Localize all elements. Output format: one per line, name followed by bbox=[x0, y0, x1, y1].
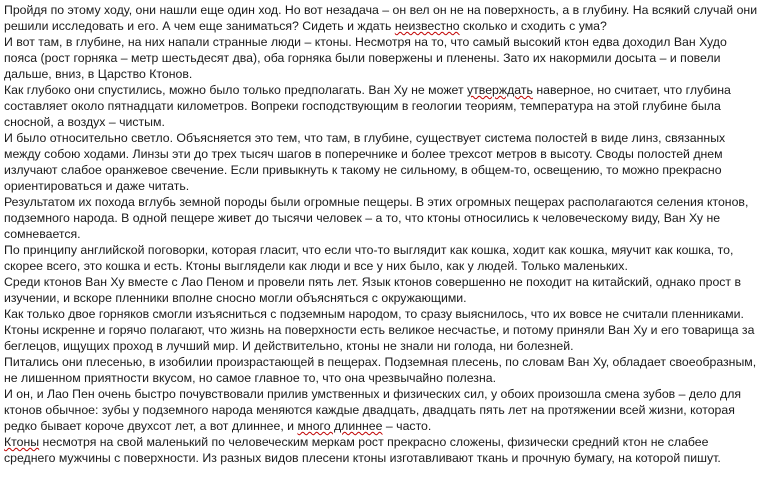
spellcheck-flagged-word: утверждать bbox=[467, 83, 533, 97]
text-run: И он, и Лао Пен очень быстро почувствовали прилив умственных и физических сил, у обоих произошла смена зубов – дело для ктонов обычное: зубы у подземного народа меняются каждые двадцать, двадцать пять лет на протяжении всей жизни, которая редко бывает короче двухсот лет, а вот длиннее, и bbox=[4, 387, 742, 433]
text-run: Как только двое горняков смогли изъясниться с подземным народом, то сразу выяснилось, что их вовсе не считали пленниками. Ктоны искренне и горячо полагают, что жизнь на поверхности есть великое несчастье, и потому приняли Ван Ху и его товарища за беглецов, ищущих проход в лучший мир. И действительно, ктоны не знали ни голода, ни болезней. bbox=[4, 307, 755, 353]
paragraph-2 bbox=[4, 34, 758, 82]
text-run: Пройдя по этому ходу, они нашли еще один ход. Но вот незадача – он вел он не на поверхность, а в глубину. На всякий случай они решили исследовать и его. А чем еще заниматься? Сидеть и ждать bbox=[4, 3, 758, 33]
text-run: И было относительно светло. Объясняется это тем, что там, в глубине, существует система полостей в виде линз, связанных между собою ходами. Линзы эти до трех тысяч шагов в поперечнике и более трехсот метров в высоту. Своды полостей днем излучают слабое оранжевое свечение. Если привыкнуть к такому не сильному, в общем-то, освещению, то можно прекрасно ориентироваться и даже читать. bbox=[4, 131, 726, 193]
text-run: – часто. bbox=[382, 419, 432, 433]
text-run: несмотря на свой маленький по человеческим меркам рост прекрасно сложены, физически средний ктон не слабее среднего мужчины с поверхности. Из разных видов плесени ктоны изготавливают ткань и прочную бумагу, на которой пишут. bbox=[4, 435, 721, 465]
paragraph-6 bbox=[4, 242, 758, 274]
paragraph-5 bbox=[4, 194, 758, 242]
paragraph-9 bbox=[4, 354, 758, 386]
paragraph-1 bbox=[4, 2, 758, 34]
text-run: Как глубоко они спустились, можно было только предполагать. Ван Ху не может bbox=[4, 83, 468, 97]
document-text bbox=[4, 2, 758, 466]
text-run: И вот там, в глубине, на них напали странные люди – ктоны. Несмотря на то, что самый высокий ктон едва доходил Ван Худо пояса (рост горняка – метр шестьдесят два), оба горняка были повержены и пленены. Зато их накормили досыта – и повели дальше, вниз, в Царство Ктонов. bbox=[4, 35, 727, 81]
text-run: Среди ктонов Ван Ху вместе с Лао Пеном и провели пять лет. Язык ктонов совершенно не походит на китайский, однако прост в изучении, и вскоре пленники вполне сносно могли объясняться с окружающими. bbox=[4, 275, 742, 305]
text-run: Результатом их похода вглубь земной породы были огромные пещеры. В этих огромных пещерах располагаются селения ктонов, подземного народа. В одной пещере живет до тысячи человек – а то, что ктоны относились к человеческому виду, Ван Ху не сомневается. bbox=[4, 195, 749, 241]
text-run: сколько и сходить с ума? bbox=[459, 19, 607, 33]
text-run: По принципу английской поговорки, которая гласит, что если что-то выглядит как кошка, ходит как кошка, мяучит как кошка, то, скорее всего, это кошка и есть. Ктоны выглядели как люди и все у них было, как у людей. Только маленьких. bbox=[4, 243, 734, 273]
paragraph-11 bbox=[4, 434, 758, 466]
spellcheck-flagged-word: Ктоны bbox=[4, 435, 40, 449]
paragraph-4 bbox=[4, 130, 758, 194]
paragraph-7 bbox=[4, 274, 758, 306]
paragraph-3 bbox=[4, 82, 758, 130]
paragraph-8 bbox=[4, 306, 758, 354]
spellcheck-flagged-word: неизвестно bbox=[394, 19, 460, 33]
text-run: Питались они плесенью, в изобилии произрастающей в пещерах. Подземная плесень, по словам Ван Ху, обладает своеобразным, не лишенном приятности вкусом, но самое главное то, что она чрезвычайно полезна. bbox=[4, 355, 757, 385]
text-run: наверное, но считает, что глубина составляет около пятнадцати километров. Вопреки господствующим в геологии теориям, температура на этой глубине была сносной, а воздух – чистым. bbox=[4, 83, 731, 129]
spellcheck-flagged-word: много длиннее bbox=[297, 419, 383, 433]
paragraph-10 bbox=[4, 386, 758, 434]
